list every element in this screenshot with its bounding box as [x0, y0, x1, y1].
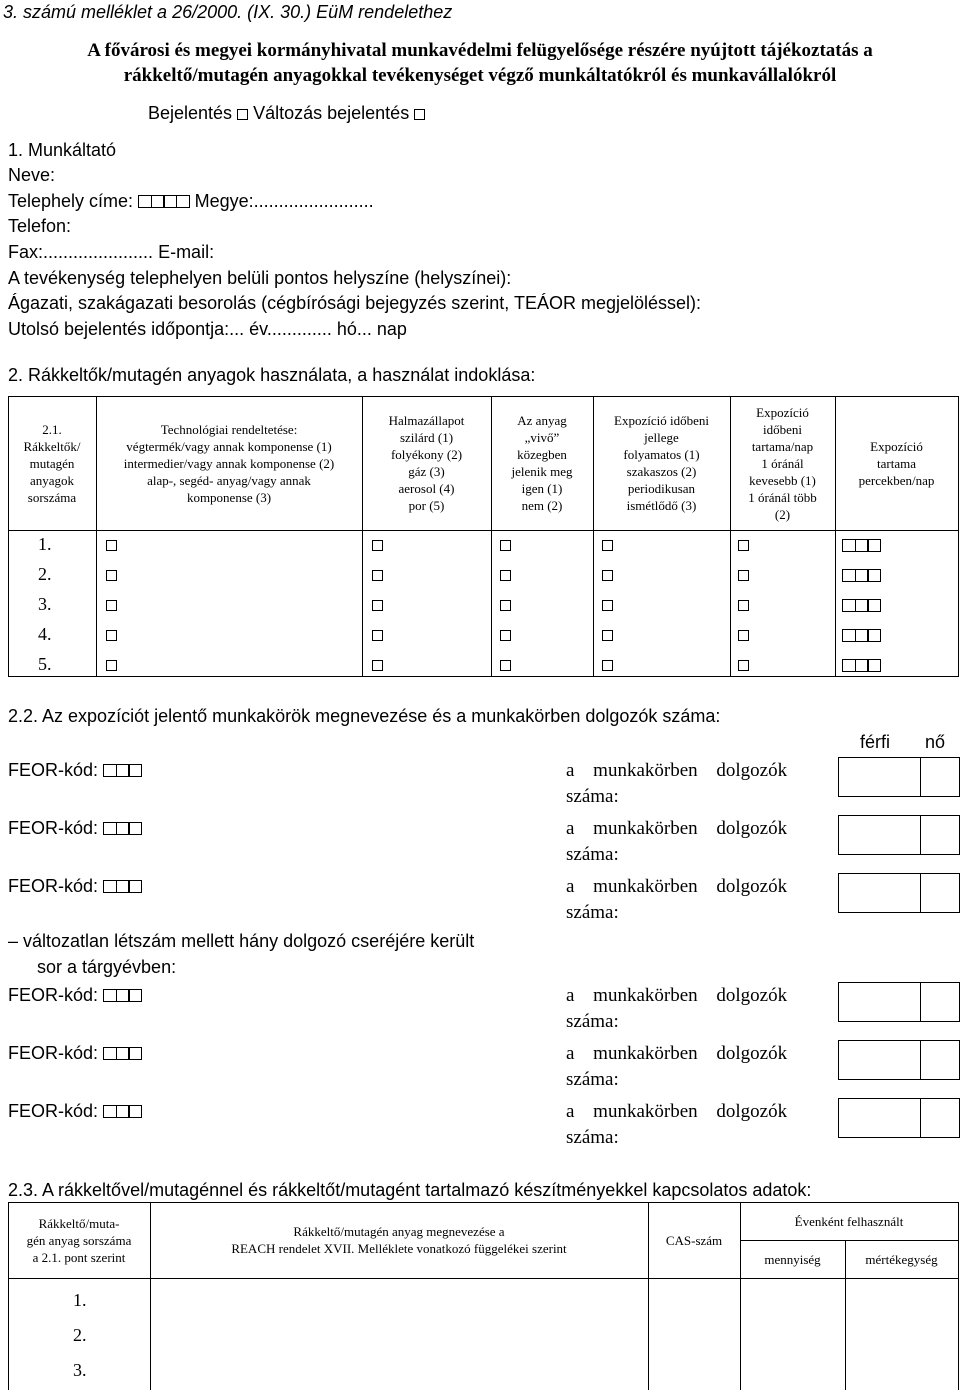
workers-count-label-2: száma: — [566, 786, 619, 807]
email-label: E-mail: — [158, 242, 215, 262]
header-substance-number: 2.1. Rákkeltők/ mutagén anyagok sorszáma — [23, 421, 81, 505]
row-checkbox[interactable] — [500, 600, 511, 611]
feor-code-row — [8, 985, 142, 1006]
female-label: nő — [925, 732, 946, 752]
report-type-row — [148, 103, 425, 124]
substance-row-number: 5. — [38, 654, 52, 674]
row-checkbox[interactable] — [602, 570, 613, 581]
male-count-box[interactable] — [838, 1098, 923, 1138]
fax-row: Fax:...................... E-mail: — [8, 242, 215, 262]
workers-count-label: a munkakörben dolgozók — [566, 985, 788, 1006]
row-checkbox[interactable] — [602, 630, 613, 641]
feor-code-row — [8, 1043, 142, 1064]
feor-code-label: FEOR-kód: — [8, 818, 99, 838]
site-address-row: Telephely címe: Megye:........................ — [8, 191, 374, 211]
female-count-box[interactable] — [920, 1040, 960, 1080]
minutes-boxes[interactable] — [842, 539, 881, 552]
row-checkbox[interactable] — [106, 630, 117, 641]
change-checkbox[interactable] — [414, 109, 425, 120]
row-checkbox[interactable] — [372, 660, 383, 671]
site-address-label: Telephely címe: — [8, 191, 134, 211]
last-report-label: Utolsó bejelentés időpontja: — [8, 319, 230, 339]
minutes-boxes[interactable] — [842, 659, 881, 672]
workers-count-label: a munkakörben dolgozók — [566, 818, 788, 839]
workers-count-label-2: száma: — [566, 844, 619, 865]
feor-code-boxes[interactable] — [103, 764, 142, 777]
female-count-box[interactable] — [920, 1098, 960, 1138]
row-checkbox[interactable] — [738, 600, 749, 611]
day-label: ... nap — [356, 319, 407, 339]
row-checkbox[interactable] — [500, 660, 511, 671]
header-carrier-medium: Az anyag „vivő” közegben jelenik meg igen (1) nem (2) — [511, 413, 573, 513]
row-checkbox[interactable] — [602, 600, 613, 611]
header-exposure-minutes: Expozíció tartama percekben/nap — [858, 438, 935, 488]
month-label: ... hó — [316, 319, 357, 339]
title-line-1: A fővárosi és megyei kormányhivatal munkavédelmi felügyelősége részére nyújtott tájékoztatás a — [87, 40, 873, 61]
header-reach-name: Rákkeltő/mutagén anyag megnevezése a REACH rendelet XVII. Melléklete vonatkozó függelékei szerint — [231, 1224, 567, 1256]
prep-row-number: 1. — [73, 1290, 87, 1310]
minutes-boxes[interactable] — [842, 629, 881, 642]
location-label: A tevékenység telephelyen belüli pontos helyszíne (helyszínei): — [8, 268, 512, 288]
row-checkbox[interactable] — [106, 570, 117, 581]
row-checkbox[interactable] — [738, 570, 749, 581]
report-label: Bejelentés — [148, 103, 233, 123]
male-count-box[interactable] — [838, 982, 923, 1022]
change-label: Változás bejelentés — [253, 103, 410, 123]
header-unit: mértékegység — [865, 1251, 938, 1267]
row-checkbox[interactable] — [106, 540, 117, 551]
workers-count-label-2: száma: — [566, 1069, 619, 1090]
workers-count-label: a munkakörben dolgozók — [566, 760, 788, 781]
phone-label: Telefon: — [8, 216, 72, 236]
feor-code-label: FEOR-kód: — [8, 1101, 99, 1121]
replaced-workers-line-1: – változatlan létszám mellett hány dolgozó cseréjére került — [8, 931, 475, 951]
row-checkbox[interactable] — [500, 540, 511, 551]
substance-row-number: 4. — [38, 624, 52, 644]
feor-code-boxes[interactable] — [103, 880, 142, 893]
row-checkbox[interactable] — [372, 600, 383, 611]
male-count-box[interactable] — [838, 757, 923, 797]
feor-code-row — [8, 818, 142, 839]
minutes-boxes[interactable] — [842, 599, 881, 612]
classification-label: Ágazati, szakágazati besorolás (cégbírósági bejegyzés szerint, TEÁOR megjelöléssel): — [8, 293, 701, 313]
replaced-workers-line-2: sor a tárgyévben: — [37, 957, 177, 977]
female-count-box[interactable] — [920, 815, 960, 855]
row-checkbox[interactable] — [372, 570, 383, 581]
last-report-row: Utolsó bejelentés időpontja:... év............. hó... nap — [8, 319, 407, 339]
row-checkbox[interactable] — [602, 660, 613, 671]
feor-code-boxes[interactable] — [103, 1105, 142, 1118]
workers-count-label-2: száma: — [566, 1011, 619, 1032]
row-checkbox[interactable] — [738, 630, 749, 641]
feor-code-label: FEOR-kód: — [8, 876, 99, 896]
postcode-boxes[interactable] — [138, 195, 190, 208]
workers-count-label: a munkakörben dolgozók — [566, 876, 788, 897]
section2-title: 2. Rákkeltők/mutagén anyagok használata, a használat indoklása: — [8, 365, 536, 385]
header-exposure-type: Expozíció időbeni jellege folyamatos (1) szakaszos (2) periodikusan ismétlődő (3) — [614, 413, 709, 513]
feor-code-label: FEOR-kód: — [8, 760, 99, 780]
header-technology-purpose: Technológiai rendeltetése: végtermék/vagy annak komponense (1) intermedier/vagy annak komponense (2) alap-, segéd- anyag/vagy annak komponense (3) — [123, 421, 335, 505]
county-label: Megye:... — [194, 191, 269, 211]
row-checkbox[interactable] — [500, 630, 511, 641]
workers-count-label: a munkakörben dolgozók — [566, 1101, 788, 1122]
male-label: férfi — [860, 732, 891, 752]
female-count-box[interactable] — [920, 757, 960, 797]
row-checkbox[interactable] — [738, 660, 749, 671]
employer-name-label: Neve: — [8, 165, 56, 185]
feor-code-row — [8, 876, 142, 897]
male-count-box[interactable] — [838, 873, 923, 913]
header-cas-number: CAS-szám — [665, 1232, 723, 1248]
prep-row-number: 2. — [73, 1325, 87, 1345]
minutes-boxes[interactable] — [842, 569, 881, 582]
year-label: ... év — [229, 319, 267, 339]
header-state-of-matter: Halmazállapot szilárd (1) folyékony (2) gáz (3) aerosol (4) por (5) — [388, 413, 465, 513]
workers-count-label: a munkakörben dolgozók — [566, 1043, 788, 1064]
fax-label: Fax:... — [8, 242, 59, 262]
substance-row-number: 3. — [38, 594, 52, 614]
row-checkbox[interactable] — [500, 570, 511, 581]
section23-title: 2.3. A rákkeltővel/mutagénnel és rákkeltőt/mutagént tartalmazó készítményekkel kapcsolatos adatok: — [8, 1180, 812, 1200]
feor-code-label: FEOR-kód: — [8, 1043, 99, 1063]
female-count-box[interactable] — [920, 873, 960, 913]
report-checkbox[interactable] — [237, 109, 248, 120]
workers-count-label-2: száma: — [566, 902, 619, 923]
header-substance-ref: Rákkeltő/muta- gén anyag sorszáma a 2.1. pont szerint — [26, 1215, 132, 1265]
feor-code-row — [8, 760, 142, 781]
row-checkbox[interactable] — [372, 630, 383, 641]
substance-row-number: 2. — [38, 564, 52, 584]
feor-code-row — [8, 1101, 142, 1122]
row-checkbox[interactable] — [372, 540, 383, 551]
male-count-box[interactable] — [838, 1040, 923, 1080]
header-quantity: mennyiség — [764, 1251, 821, 1267]
header-annual-usage: Évenként felhasznált — [794, 1213, 904, 1229]
row-checkbox[interactable] — [738, 540, 749, 551]
row-checkbox[interactable] — [106, 660, 117, 671]
female-count-box[interactable] — [920, 982, 960, 1022]
section22-title: 2.2. Az expozíciót jelentő munkakörök megnevezése és a munkakörben dolgozók száma: — [8, 706, 721, 726]
employer-section-title: 1. Munkáltató — [8, 140, 117, 160]
feor-code-boxes[interactable] — [103, 822, 142, 835]
title-line-2: rákkeltő/mutagén anyagokkal tevékenységet végző munkáltatókról és munkavállalókról — [123, 65, 837, 86]
annex-header: 3. számú melléklet a 26/2000. (IX. 30.) EüM rendelethez — [3, 2, 453, 22]
feor-code-label: FEOR-kód: — [8, 985, 99, 1005]
workers-count-label-2: száma: — [566, 1127, 619, 1148]
row-checkbox[interactable] — [602, 540, 613, 551]
header-exposure-duration: Expozíció időbeni tartama/nap 1 óránál kevesebb (1) 1 óránál több (2) — [748, 404, 817, 522]
feor-code-boxes[interactable] — [103, 989, 142, 1002]
row-checkbox[interactable] — [106, 600, 117, 611]
substance-row-number: 1. — [38, 534, 52, 554]
prep-row-number: 3. — [73, 1360, 87, 1380]
male-count-box[interactable] — [838, 815, 923, 855]
feor-code-boxes[interactable] — [103, 1047, 142, 1060]
